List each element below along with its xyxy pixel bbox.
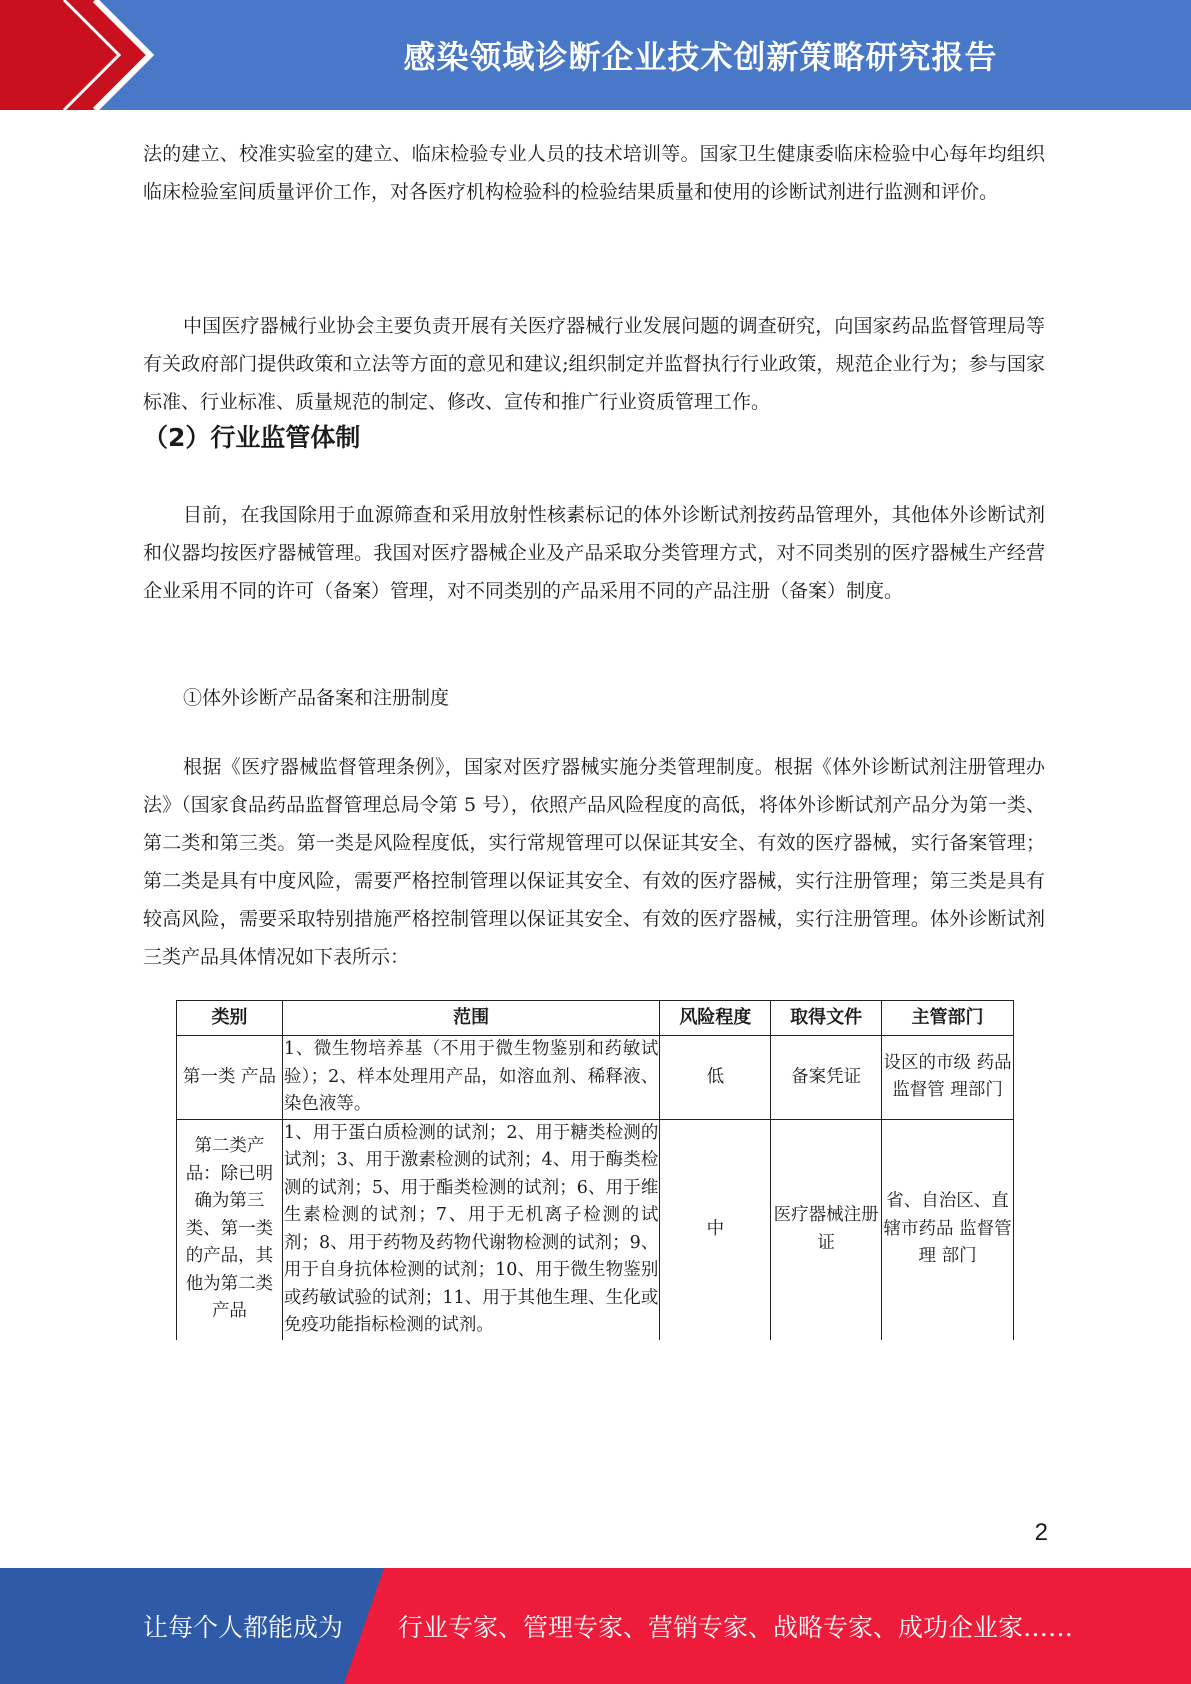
footer-slogan-right: 行业专家、管理专家、营销专家、战略专家、成功企业家…… bbox=[398, 1613, 1074, 1642]
table-header-cell: 主管部门 bbox=[882, 1001, 1014, 1036]
document-cell: 备案凭证 bbox=[771, 1036, 882, 1120]
page-number: 2 bbox=[1034, 1519, 1048, 1546]
paragraph-1: 法的建立、校准实验室的建立、临床检验专业人员的技术培训等。国家卫生健康委临床检验中心每年均组织临床检验室间质量评价工作，对各医疗机构检验科的检验结果质量和使用的诊断试剂进行监测和评价。 bbox=[143, 143, 1045, 203]
scope-cell: 1、用于蛋白质检测的试剂；2、用于糖类检测的试剂；3、用于激素检测的试剂；4、用于酶类检测的试剂；5、用于酯类检测的试剂；6、用于维生素检测的试剂；7、用于无机离子检测的试剂；8、用于药物及药物代谢物检测的试剂；9、用于自身抗体检测的试剂；10、用于微生物鉴别或药敏试验的试剂；11、用于其他生理、生化或免疫功能指标检测的试剂。 bbox=[282, 1119, 660, 1340]
document-cell: 医疗器械注册证 bbox=[771, 1119, 882, 1340]
report-title: 感染领域诊断企业技术创新策略研究报告 bbox=[403, 38, 998, 76]
scope-cell: 1、微生物培养基（不用于微生物鉴别和药敏试验）；2、样本处理用产品，如溶血剂、稀释液、染色液等。 bbox=[282, 1036, 660, 1120]
table-row bbox=[177, 1119, 1014, 1340]
section-heading: （2）行业监管体制 bbox=[143, 423, 361, 452]
category-cell: 第二类产品：除已明确为第三类、第一类的产品，其他为第二类产品 bbox=[177, 1119, 283, 1340]
table-header-cell: 取得文件 bbox=[771, 1001, 882, 1036]
risk-cell: 低 bbox=[660, 1036, 771, 1120]
table-header-cell: 范围 bbox=[282, 1001, 660, 1036]
paragraph-3: 目前，在我国除用于血源筛查和采用放射性核素标记的体外诊断试剂按药品管理外，其他体外诊断试剂和仪器均按医疗器械管理。我国对医疗器械企业及产品采取分类管理方式，对不同类别的医疗器械生产经营企业采用不同的许可（备案）管理，对不同类别的产品采用不同的产品注册（备案）制度。 bbox=[143, 504, 1045, 602]
header-banner bbox=[0, 0, 1191, 110]
risk-cell: 中 bbox=[660, 1119, 771, 1340]
category-cell: 第一类 产品 bbox=[177, 1036, 283, 1120]
table-header-row bbox=[177, 1001, 1014, 1036]
table-row bbox=[177, 1036, 1014, 1120]
ivd-class-table bbox=[176, 1000, 1014, 1340]
footer-banner bbox=[0, 1568, 1191, 1684]
sub-heading: ①体外诊断产品备案和注册制度 bbox=[183, 687, 450, 709]
authority-cell: 设区的市级 药品监督管 理部门 bbox=[882, 1036, 1014, 1120]
authority-cell: 省、自治区、直辖市药品 监督管理 部门 bbox=[882, 1119, 1014, 1340]
table-header-cell: 类别 bbox=[177, 1001, 283, 1036]
paragraph-4: 根据《医疗器械监督管理条例》，国家对医疗器械实施分类管理制度。根据《体外诊断试剂注册管理办法》（国家食品药品监督管理总局令第 5 号），依照产品风险程度的高低，将体外诊断试剂产品分为第一类、第二类和第三类。第一类是风险程度低，实行常规管理可以保证其安全、有效的医疗器械，实行备案管理；第二类是具有中度风险，需要严格控制管理以保证其安全、有效的医疗器械，实行注册管理；第三类是具有较高风险，需要采取特别措施严格控制管理以保证其安全、有效的医疗器械，实行注册管理。体外诊断试剂三类产品具体情况如下表所示： bbox=[143, 756, 1045, 968]
footer-slogan-left: 让每个人都能成为 bbox=[143, 1613, 344, 1642]
paragraph-2: 中国医疗器械行业协会主要负责开展有关医疗器械行业发展问题的调查研究，向国家药品监督管理局等有关政府部门提供政策和立法等方面的意见和建议;组织制定并监督执行行业政策，规范企业行为；参与国家标准、行业标准、质量规范的制定、修改、宣传和推广行业资质管理工作。 bbox=[143, 315, 1045, 413]
table-header-cell: 风险程度 bbox=[660, 1001, 771, 1036]
